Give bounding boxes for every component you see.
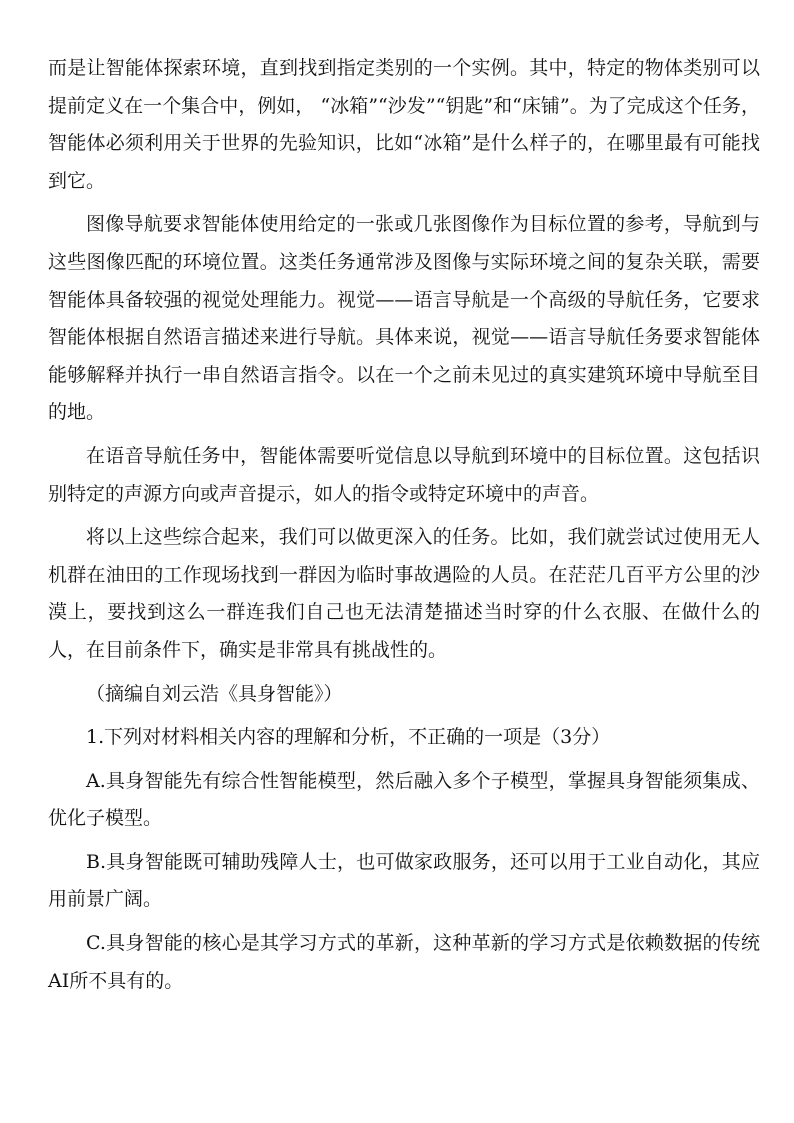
article-paragraph-audio-navigation: 在语音导航任务中，智能体需要听觉信息以导航到环境中的目标位置。这包括识别特定的声源方向或声音提示，如人的指令或特定环境中的声音。 <box>48 444 760 505</box>
article-source: （摘编自刘云浩《具身智能》） <box>86 682 343 705</box>
article-paragraph-image-navigation: 图像导航要求智能体使用给定的一张或几张图像作为目标位置的参考，导航到与这些图像匹配的环境位置。这类任务通常涉及图像与实际环境之间的复杂关联，需要智能体具备较强的视觉处理能力。视觉——语言导航是一个高级的导航任务，它要求智能体根据自然语言描述来进行导航。具体来说，视觉——语言导航任务要求智能体能够解释并执行一串自然语言指令。以在一个之前未见过的真实建筑环境中导航至目的地。 <box>48 213 760 424</box>
document-page <box>48 50 760 1006</box>
article-paragraph-combined-tasks: 将以上这些综合起来，我们可以做更深入的任务。比如，我们就尝试过使用无人机群在油田的工作现场找到一群因为临时事故遇险的人员。在茫茫几百平方公里的沙漠上，要找到这么一群连我们自己也无法清楚描述当时穿的什么衣服、在做什么的人，在目前条件下，确实是非常具有挑战性的。 <box>48 526 760 661</box>
question-option-c: C.具身智能的核心是其学习方式的革新，这种革新的学习方式是依赖数据的传统AI所不具有的。 <box>48 932 760 992</box>
question-option-a: A.具身智能先有综合性智能模型，然后融入多个子模型，掌握具身智能须集成、优化子模型。 <box>48 769 760 830</box>
question-option-b: B.具身智能既可辅助残障人士，也可做家政服务，还可以用于工业自动化，其应用前景广阔。 <box>48 850 760 911</box>
question-stem: 1.下列对材料相关内容的理解和分析，不正确的一项是（3分） <box>86 726 611 749</box>
article-paragraph-continued: 而是让智能体探索环境，直到找到指定类别的一个实例。其中，特定的物体类别可以提前定义在一个集合中，例如， “冰箱”“沙发”“钥匙”和“床铺”。为了完成这个任务，智能体必须利用关于世界的先验知识，比如“冰箱”是什么样子的，在哪里最有可能找到它。 <box>48 57 760 192</box>
